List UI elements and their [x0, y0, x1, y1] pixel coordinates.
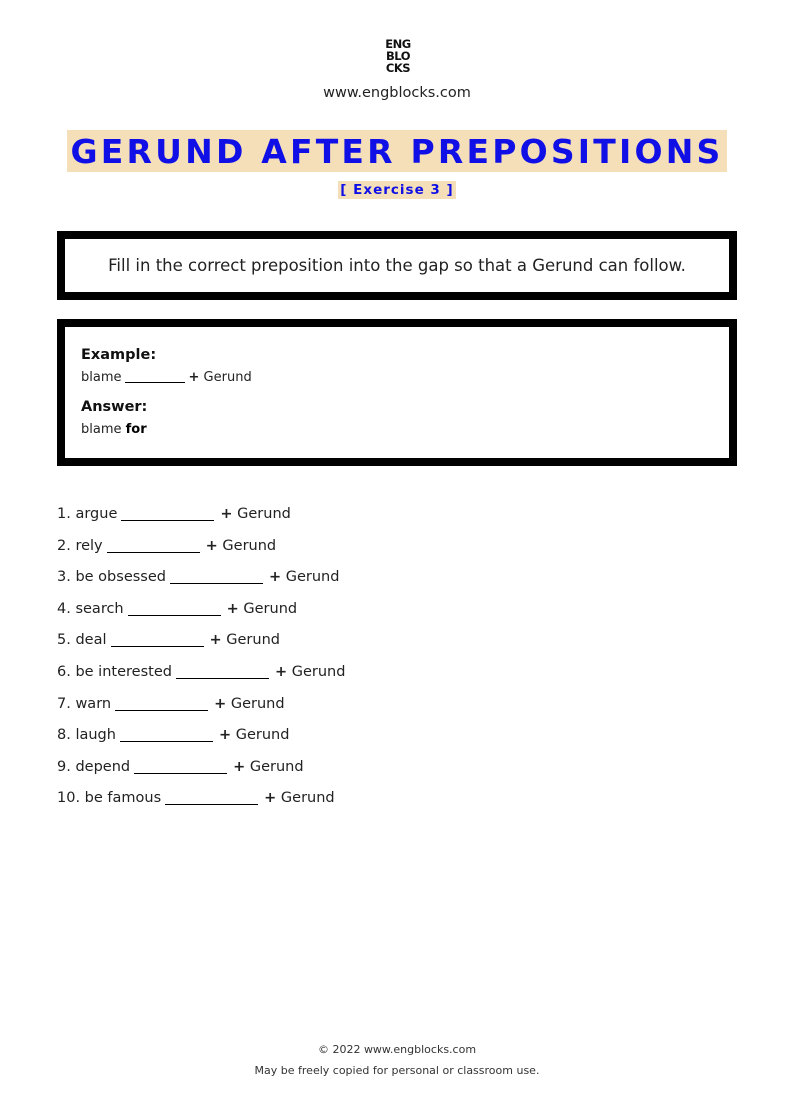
item-phrase: depend	[75, 758, 131, 775]
instruction-text: Fill in the correct preposition into the gap so that a Gerund can follow.	[108, 256, 686, 275]
example-box	[57, 319, 737, 466]
answer-blank[interactable]	[120, 725, 213, 742]
answer-blank[interactable]	[121, 504, 214, 521]
list-item	[57, 597, 345, 629]
item-number: 4.	[57, 600, 71, 617]
item-gerund: Gerund	[285, 569, 340, 586]
exercise-list	[57, 502, 345, 818]
example-gerund: Gerund	[203, 370, 252, 385]
item-number: 7.	[57, 695, 71, 712]
item-phrase: be obsessed	[75, 569, 166, 586]
answer-blank[interactable]	[170, 567, 263, 584]
copyright-text: © 2022 www.engblocks.com	[317, 1043, 477, 1056]
item-gerund: Gerund	[230, 695, 285, 712]
page-title: GERUND AFTER PREPOSITIONS	[67, 130, 726, 172]
plus-sign: +	[205, 537, 218, 554]
plus-sign: +	[226, 600, 239, 617]
item-phrase: argue	[75, 506, 118, 522]
item-number: 6.	[57, 663, 71, 680]
item-phrase: search	[75, 600, 124, 617]
list-item	[57, 565, 345, 597]
plus-sign: +	[274, 663, 288, 680]
item-number: 1.	[57, 506, 71, 522]
plus-sign: +	[209, 632, 222, 649]
example-word: blame	[81, 370, 122, 385]
list-item	[57, 534, 345, 566]
answer-line	[81, 418, 729, 442]
item-phrase: warn	[75, 695, 112, 712]
item-gerund: Gerund	[237, 506, 291, 522]
item-phrase: be famous	[84, 790, 162, 807]
plus-sign: +	[264, 790, 277, 807]
plus-sign: +	[188, 370, 200, 385]
answer-label: Answer:	[81, 399, 148, 415]
item-gerund: Gerund	[249, 758, 304, 775]
example-label: Example:	[81, 347, 157, 363]
logo-line-2: BLO	[386, 49, 410, 63]
item-number: 9.	[57, 758, 71, 775]
example-blank	[125, 368, 185, 383]
answer-blank[interactable]	[107, 536, 200, 553]
list-item	[57, 723, 345, 755]
item-number: 2.	[57, 537, 71, 554]
logo-line-3: CKS	[385, 61, 411, 75]
list-item	[57, 502, 345, 534]
item-gerund: Gerund	[291, 663, 346, 680]
item-gerund: Gerund	[280, 790, 335, 807]
logo-line-1: ENG	[385, 37, 411, 51]
plus-sign: +	[218, 727, 232, 744]
instruction-box	[57, 231, 737, 300]
list-item	[57, 786, 345, 818]
usage-note: May be freely copied for personal or classroom use.	[254, 1064, 540, 1077]
list-item	[57, 755, 345, 787]
answer-blank[interactable]	[115, 694, 208, 711]
list-item	[57, 660, 345, 692]
exercise-label: [ Exercise 3 ]	[340, 182, 454, 198]
answer-blank[interactable]	[165, 788, 258, 805]
answer-word: blame	[81, 422, 122, 437]
item-number: 3.	[57, 569, 71, 586]
engblocks-logo	[381, 38, 415, 74]
item-number: 8.	[57, 727, 71, 744]
answer-blank[interactable]	[111, 630, 204, 647]
item-phrase: rely	[75, 537, 103, 554]
answer-blank[interactable]	[176, 662, 269, 679]
site-url: www.engblocks.com	[323, 85, 471, 101]
item-phrase: laugh	[75, 727, 116, 744]
list-item	[57, 628, 345, 660]
item-number: 10.	[57, 790, 81, 807]
example-line	[81, 366, 729, 390]
answer-blank[interactable]	[128, 599, 221, 616]
item-gerund: Gerund	[235, 727, 290, 744]
answer-value: for	[125, 422, 147, 437]
plus-sign: +	[233, 758, 246, 775]
item-phrase: be interested	[75, 663, 172, 680]
plus-sign: +	[220, 506, 233, 522]
item-number: 5.	[57, 632, 71, 649]
item-gerund: Gerund	[226, 632, 280, 649]
plus-sign: +	[268, 569, 282, 586]
plus-sign: +	[214, 695, 227, 712]
item-gerund: Gerund	[222, 537, 277, 554]
item-phrase: deal	[75, 632, 107, 649]
answer-blank[interactable]	[134, 757, 227, 774]
list-item	[57, 692, 345, 724]
item-gerund: Gerund	[243, 600, 298, 617]
